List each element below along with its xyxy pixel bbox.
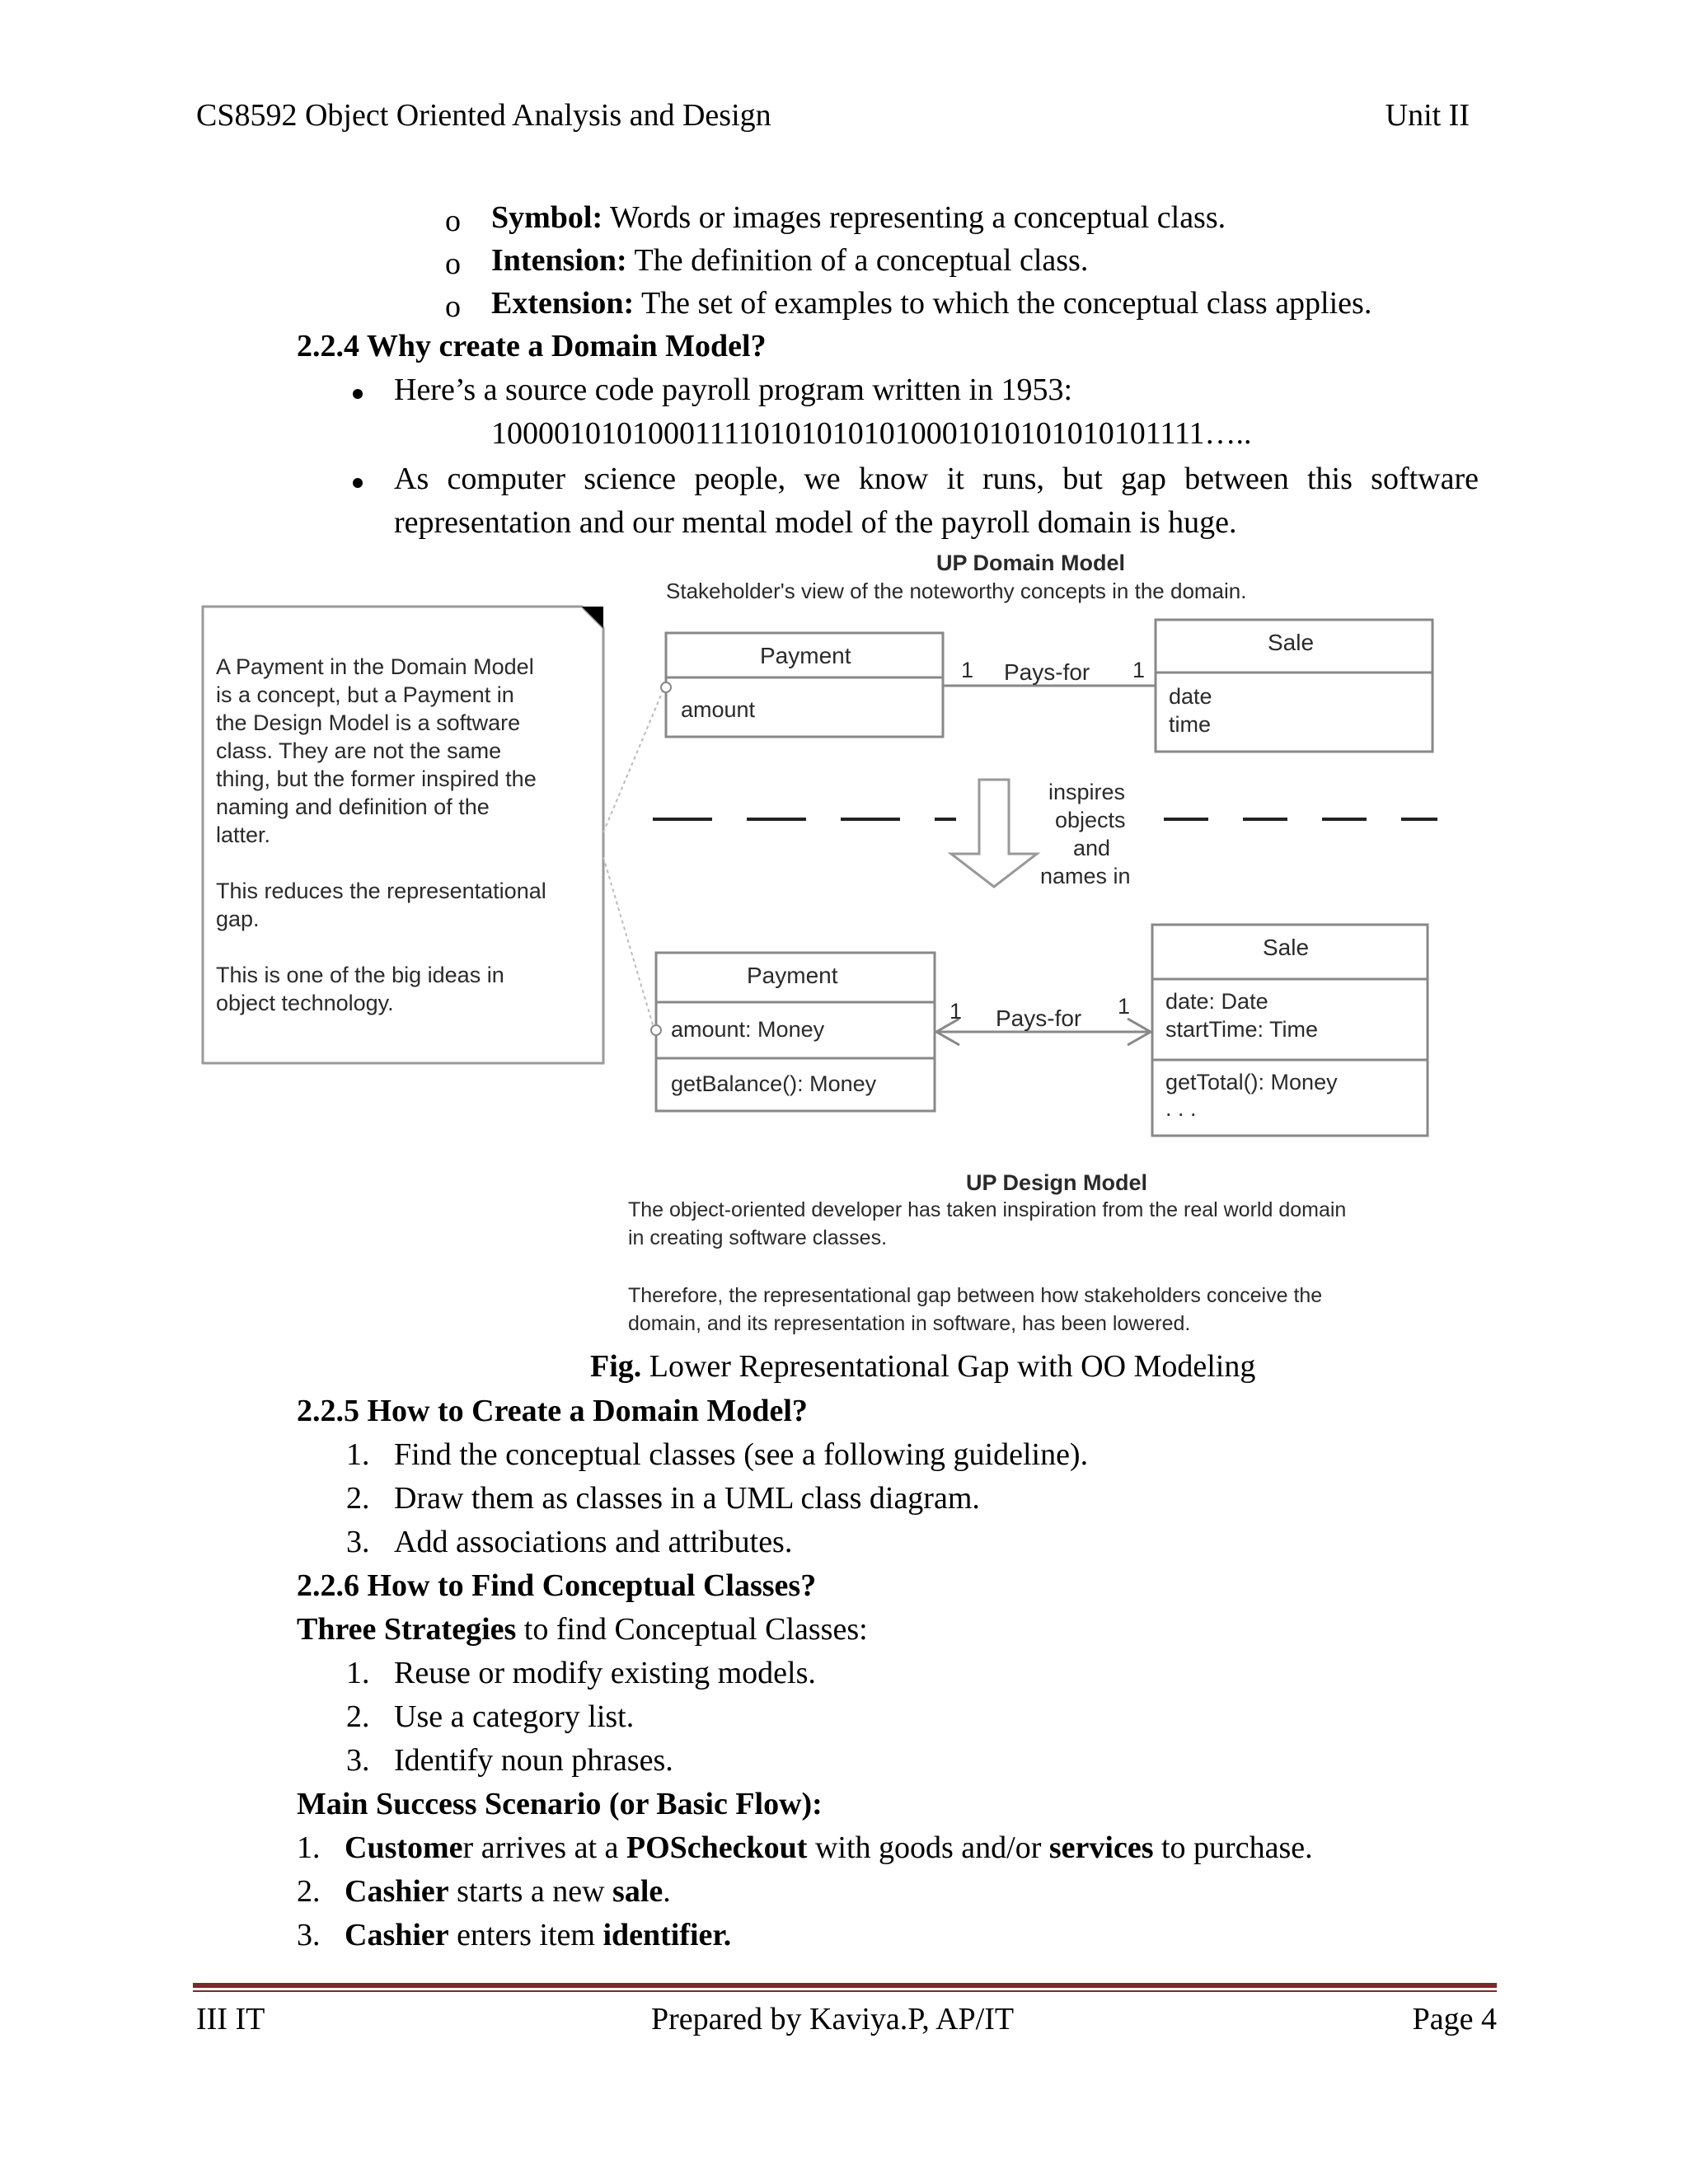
sub-bullet-marker: o <box>445 246 461 281</box>
note-line: class. They are not the same <box>216 738 502 763</box>
list-item: Reuse or modify existing models. <box>394 1656 816 1690</box>
domain-sale-attr: date <box>1169 684 1212 709</box>
caption-label: Fig. <box>590 1349 642 1384</box>
scenario-step <box>345 1873 671 1910</box>
domain-sale-attr: time <box>1169 712 1212 737</box>
note-line: is a concept, but a Payment in <box>216 682 514 707</box>
list-number: 3. <box>346 1525 370 1559</box>
list-item: Add associations and attributes. <box>394 1525 793 1559</box>
list-number: 2. <box>346 1481 370 1516</box>
scenario-heading: Main Success Scenario (or Basic Flow): <box>297 1787 823 1821</box>
scenario-step <box>345 1917 731 1953</box>
bullet-text-continued: representation and our mental model of the payroll domain is huge. <box>394 505 1237 540</box>
footer-rule <box>193 1990 1497 1992</box>
design-sale-attr: date: Date <box>1165 989 1268 1014</box>
note-line: gap. <box>216 907 260 931</box>
list-item: Draw them as classes in a UML class diagram. <box>394 1481 980 1516</box>
bold-term: Cashier <box>345 1918 449 1952</box>
multiplicity: 1 <box>1118 994 1131 1019</box>
inspires-label: names in <box>1040 864 1131 888</box>
design-payment-name: Payment <box>747 963 838 988</box>
list-item: Identify noun phrases. <box>394 1743 673 1778</box>
list-item: Use a category list. <box>394 1699 635 1734</box>
multiplicity: 1 <box>1132 658 1146 682</box>
scenario-number: 2. <box>297 1874 321 1909</box>
design-model-desc: The object-oriented developer has taken inspiration from the real world domain <box>628 1198 1347 1221</box>
bold-term: identifier. <box>603 1918 732 1952</box>
scenario-number: 1. <box>297 1830 321 1865</box>
domain-payment-name: Payment <box>760 643 851 668</box>
design-payment-op: getBalance(): Money <box>671 1071 877 1096</box>
definition: The definition of a conceptual class. <box>626 243 1089 278</box>
step-text: to purchase. <box>1153 1830 1313 1865</box>
scenario-step <box>345 1830 1313 1866</box>
design-sale-op: . . . <box>1165 1096 1197 1121</box>
association-label: Pays-for <box>996 1005 1082 1031</box>
footer-author: Prepared by Kaviya.P, AP/IT <box>651 2002 1015 2036</box>
term: Symbol: <box>491 200 603 235</box>
list-number: 1. <box>346 1656 370 1690</box>
design-sale-name: Sale <box>1263 935 1310 960</box>
domain-model-subtitle: Stakeholder's view of the noteworthy concepts in the domain. <box>666 579 1247 603</box>
definition: The set of examples to which the conceptual class applies. <box>634 286 1372 321</box>
bold-term: Cashier <box>345 1874 449 1909</box>
bold-term: sale <box>612 1874 663 1909</box>
domain-payment-attr: amount <box>681 697 756 722</box>
figure-caption <box>590 1348 1255 1385</box>
intro-text: to find Conceptual Classes: <box>516 1612 868 1647</box>
bold-term: Custome <box>345 1830 463 1865</box>
step-text: with goods and/or <box>807 1830 1049 1865</box>
section-heading-2-2-5: 2.2.5 How to Create a Domain Model? <box>297 1394 808 1428</box>
multiplicity: 1 <box>950 999 963 1024</box>
strategies-intro <box>297 1611 868 1647</box>
step-text: starts a new <box>448 1874 613 1909</box>
list-item: Find the conceptual classes (see a following guideline). <box>394 1437 1089 1472</box>
bullet-text: As computer science people, we know it runs, but gap between this software <box>394 462 1479 496</box>
design-payment-attr: amount: Money <box>671 1017 825 1042</box>
footer-page-number: Page 4 <box>1412 2002 1497 2036</box>
design-model-desc: Therefore, the representational gap between how stakeholders conceive the <box>628 1284 1323 1307</box>
bold-term: Three Strategies <box>297 1612 517 1647</box>
design-model-desc: domain, and its representation in software, has been lowered. <box>628 1312 1191 1335</box>
bullet-text: Here’s a source code payroll program written in 1953: <box>394 373 1073 407</box>
definition: Words or images representing a conceptual class. <box>603 200 1226 235</box>
inspires-label: inspires <box>1048 780 1126 804</box>
step-text: r arrives at a <box>462 1830 626 1865</box>
bold-term: services <box>1048 1830 1154 1865</box>
list-number: 3. <box>346 1743 370 1778</box>
list-number: 2. <box>346 1699 370 1734</box>
scenario-number: 3. <box>297 1918 321 1952</box>
inspires-label: objects <box>1055 808 1126 832</box>
design-model-title: UP Design Model <box>966 1170 1148 1195</box>
note-line: latter. <box>216 823 271 847</box>
running-header-title: CS8592 Object Oriented Analysis and Design <box>196 98 771 133</box>
design-sale-op: getTotal(): Money <box>1165 1070 1338 1094</box>
footer-class: III IT <box>196 2002 265 2036</box>
note-line: naming and definition of the <box>216 794 490 819</box>
note-line: the Design Model is a software <box>216 710 521 735</box>
binary-code: 1000010101000111101010101010001010101010101111….. <box>491 416 1252 451</box>
note-line: thing, but the former inspired the <box>216 766 537 791</box>
caption-text: Lower Representational Gap with OO Modeling <box>641 1349 1256 1384</box>
bold-term: POScheckout <box>626 1830 808 1865</box>
sub-bullet-marker: o <box>445 289 461 324</box>
running-header-unit: Unit II <box>1385 98 1470 133</box>
domain-model-title: UP Domain Model <box>936 551 1126 575</box>
note-line: object technology. <box>216 991 394 1015</box>
sub-bullet-marker: o <box>445 204 461 238</box>
note-line: This reduces the representational <box>216 879 546 903</box>
inspires-label: and <box>1073 836 1111 860</box>
term: Extension: <box>491 286 635 321</box>
note-line: A Payment in the Domain Model <box>216 654 534 679</box>
section-heading-2-2-4: 2.2.4 Why create a Domain Model? <box>297 329 767 363</box>
domain-sale-name: Sale <box>1268 630 1315 655</box>
section-heading-2-2-6: 2.2.6 How to Find Conceptual Classes? <box>297 1568 817 1603</box>
step-text: enters item <box>448 1918 603 1952</box>
term: Intension: <box>491 243 627 278</box>
association-label: Pays-for <box>1004 659 1090 685</box>
design-model-desc: in creating software classes. <box>628 1226 888 1249</box>
multiplicity: 1 <box>961 658 974 682</box>
step-text: . <box>663 1874 671 1909</box>
design-sale-attr: startTime: Time <box>1165 1017 1319 1042</box>
footer-rule <box>193 1983 1497 1988</box>
list-number: 1. <box>346 1437 370 1472</box>
note-line: This is one of the big ideas in <box>216 963 504 987</box>
